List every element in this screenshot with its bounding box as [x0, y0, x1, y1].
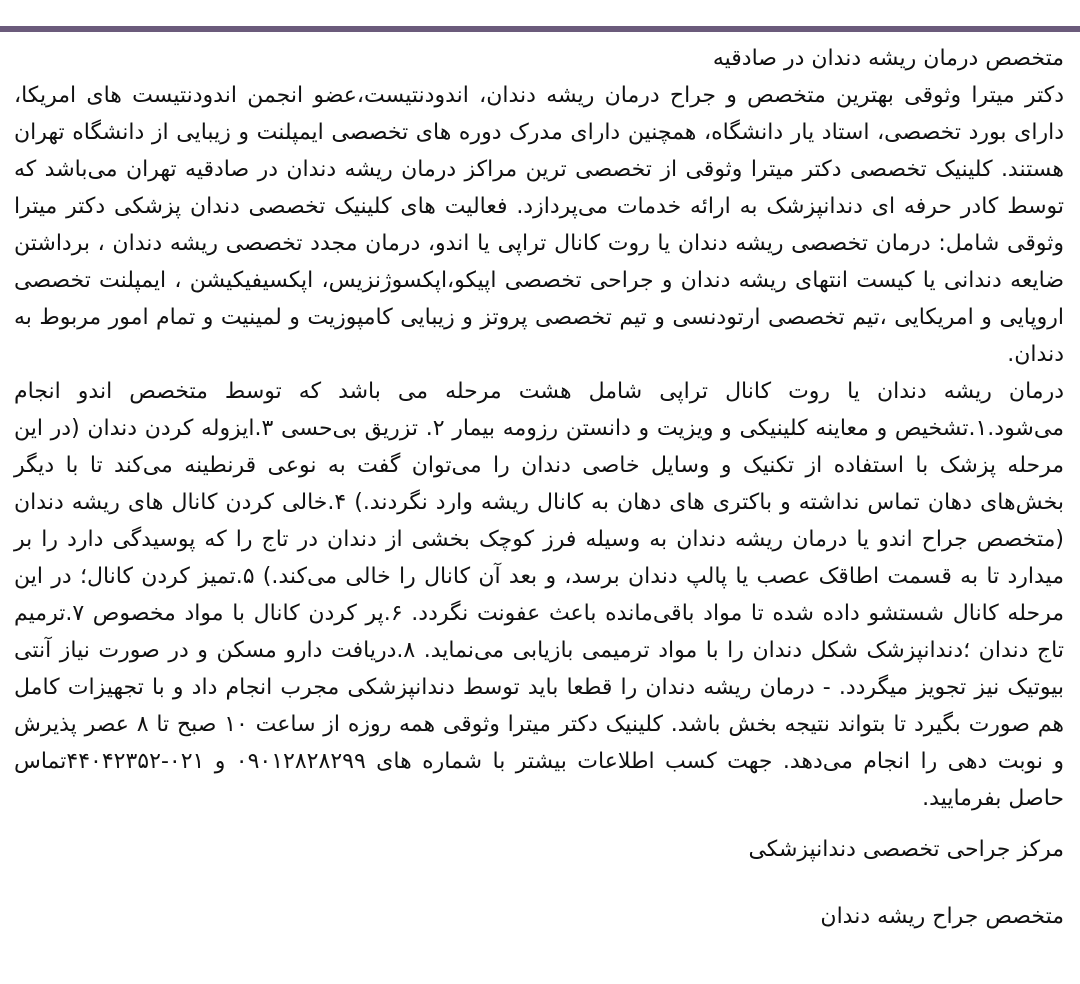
section-heading-root-specialist: متخصص جراح ریشه دندان [820, 904, 1064, 929]
article-paragraph-treatment-steps: درمان ریشه دندان یا روت کانال تراپی شامل هشت مرحله می باشد که توسط متخصص اندو انجام می‌شود.۱.تشخیص و معاینه کلینیکی و ویزیت و دانستن رزومه بیمار ۲. تزریق بی‌حسی ۳.ایزوله کردن دندان (در این مرحله پزشک با استفاده از تکنیک و وسایل خاصی دندان را می‌توان گفت به نوعی قرنطینه می‌کند تا با دیگر بخش‌های دهان تماس نداشته و باکتری های دهان به کانال ریشه وارد نگردند.) ۴.خالی کردن کانال های ریشه دندان (متخصص جراح اندو یا درمان ریشه دندان به وسیله فرز کوچک بخشی از دندان در تاج را که پوسیدگی دارد را بر میدارد تا به قسمت اطاقک عصب یا پالپ دندان برسد، و بعد آن کانال را خالی می‌کند.) ۵.تمیز کردن کانال؛ در این مرحله کانال شستشو داده شده تا مواد باقی‌مانده باعث عفونت نگردد. ۶.پر کردن کانال با مواد مخصوص ۷.ترمیم تاج دندان ؛دندانپزشک شکل دندان را با مواد ترمیمی بازیابی می‌نماید. ۸.دریافت دارو مسکن و در صورت نیاز آنتی بیوتیک نیز تجویز میگردد. - درمان ریشه دندان را قطعا باید توسط دندانپزشکی مجرب انجام داد و با تجهیزات کامل هم صورت بگیرد تا بتواند نتیجه بخش باشد. کلینیک دکتر میترا وثوقی همه روزه از ساعت ۱۰ صبح تا ۸ عصر پذیرش و نوبت دهی را انجام می‌دهد. جهت کسب اطلاعات بیشتر با شماره های ۰۹۰۱۲۸۲۸۲۹۹ و ۰۲۱-۴۴۰۴۲۳۵۲تماس حاصل بفرمایید. [14, 379, 1065, 811]
article-paragraph-intro: دکتر میترا وثوقی بهترین متخصص و جراح درمان ریشه دندان، اندودنتیست،عضو انجمن اندودنتیست های امریکا، دارای بورد تخصصی، استاد یار دانشگاه، همچنین دارای مدرک دوره های تخصصی ایمپلنت و زیبایی از دانشگاه تهران هستند. کلینیک تخصصی دکتر میترا وثوقی از تخصصی ترین مراکز درمان ریشه دندان در صادقیه تهران می‌باشد که توسط کادر حرفه ای دندانپزشک به ارائه خدمات می‌پردازد. فعالیت های کلینیک تخصصی دندان پزشکی دکتر میترا وثوقی شامل: درمان تخصصی ریشه دندان یا روت کانال تراپی یا اندو، درمان مجدد تخصصی ریشه دندان ، برداشتن ضایعه دندانی یا کیست انتهای ریشه دندان و جراحی تخصصی اپیکو،اپکسوژنزیس، اپکسیفیکیشن ، ایمپلنت تخصصی اروپایی و امریکایی ،تیم تخصصی ارتودنسی و تیم تخصصی پروتز و زیبایی کامپوزیت و لمینیت و تمام امور مربوط به دندان. [14, 83, 1064, 367]
article-body [14, 40, 1064, 935]
section-heading-surgery-center: مرکز جراحی تخصصی دندانپزشکی [748, 837, 1064, 862]
article-title: متخصص درمان ریشه دندان در صادقیه [712, 46, 1064, 71]
top-bar [0, 0, 1080, 32]
